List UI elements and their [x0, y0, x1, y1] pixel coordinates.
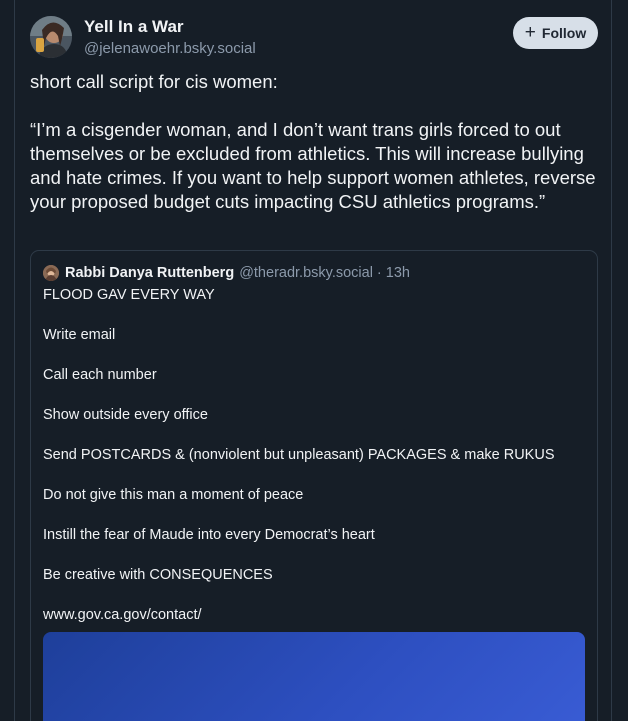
separator-dot: ·	[376, 265, 382, 281]
link-preview-image[interactable]	[43, 632, 585, 721]
quoted-post-text	[43, 285, 588, 645]
quoted-line: Send POSTCARDS & (nonviolent but unpleasant) PACKAGES & make RUKUS	[43, 447, 555, 463]
quoted-line: Write email	[43, 327, 116, 343]
quoted-line: Show outside every office	[43, 407, 208, 423]
post-paragraph: short call script for cis women:	[30, 71, 278, 92]
quoted-post-header	[43, 263, 410, 283]
quoted-author-handle[interactable]: @theradr.bsky.social	[239, 265, 373, 281]
quoted-post-time[interactable]: 13h	[385, 265, 410, 281]
post-card	[14, 0, 612, 721]
author-avatar[interactable]	[30, 16, 72, 58]
follow-button[interactable]	[513, 17, 598, 49]
follow-button-label: Follow	[541, 25, 587, 41]
author-handle[interactable]: @jelenawoehr.bsky.social	[84, 40, 256, 57]
quoted-line: FLOOD GAV EVERY WAY	[43, 287, 215, 303]
post-paragraph: “I’m a cisgender woman, and I don’t want trans girls forced to out themselves or be excluded from athletics. This will increase bullying and hate crimes. If you want to help support women athletes, reverse your proposed budget cuts impacting CSU athletics programs.”	[30, 119, 596, 212]
quoted-line: Do not give this man a moment of peace	[43, 487, 304, 503]
quoted-post[interactable]	[30, 250, 598, 721]
author-display-name[interactable]: Yell In a War	[84, 17, 184, 36]
plus-icon: +	[524, 21, 536, 43]
quoted-line: Be creative with CONSEQUENCES	[43, 567, 273, 583]
quoted-author-name[interactable]: Rabbi Danya Ruttenberg	[65, 265, 235, 281]
post-text	[30, 70, 600, 214]
quoted-link[interactable]: www.gov.ca.gov/contact/	[43, 607, 202, 623]
quoted-author-avatar-image	[43, 265, 59, 281]
quoted-author-avatar[interactable]	[43, 265, 59, 281]
quoted-line: Instill the fear of Maude into every Democrat’s heart	[43, 527, 375, 543]
author-avatar-image	[30, 16, 72, 58]
quoted-line: Call each number	[43, 367, 157, 383]
